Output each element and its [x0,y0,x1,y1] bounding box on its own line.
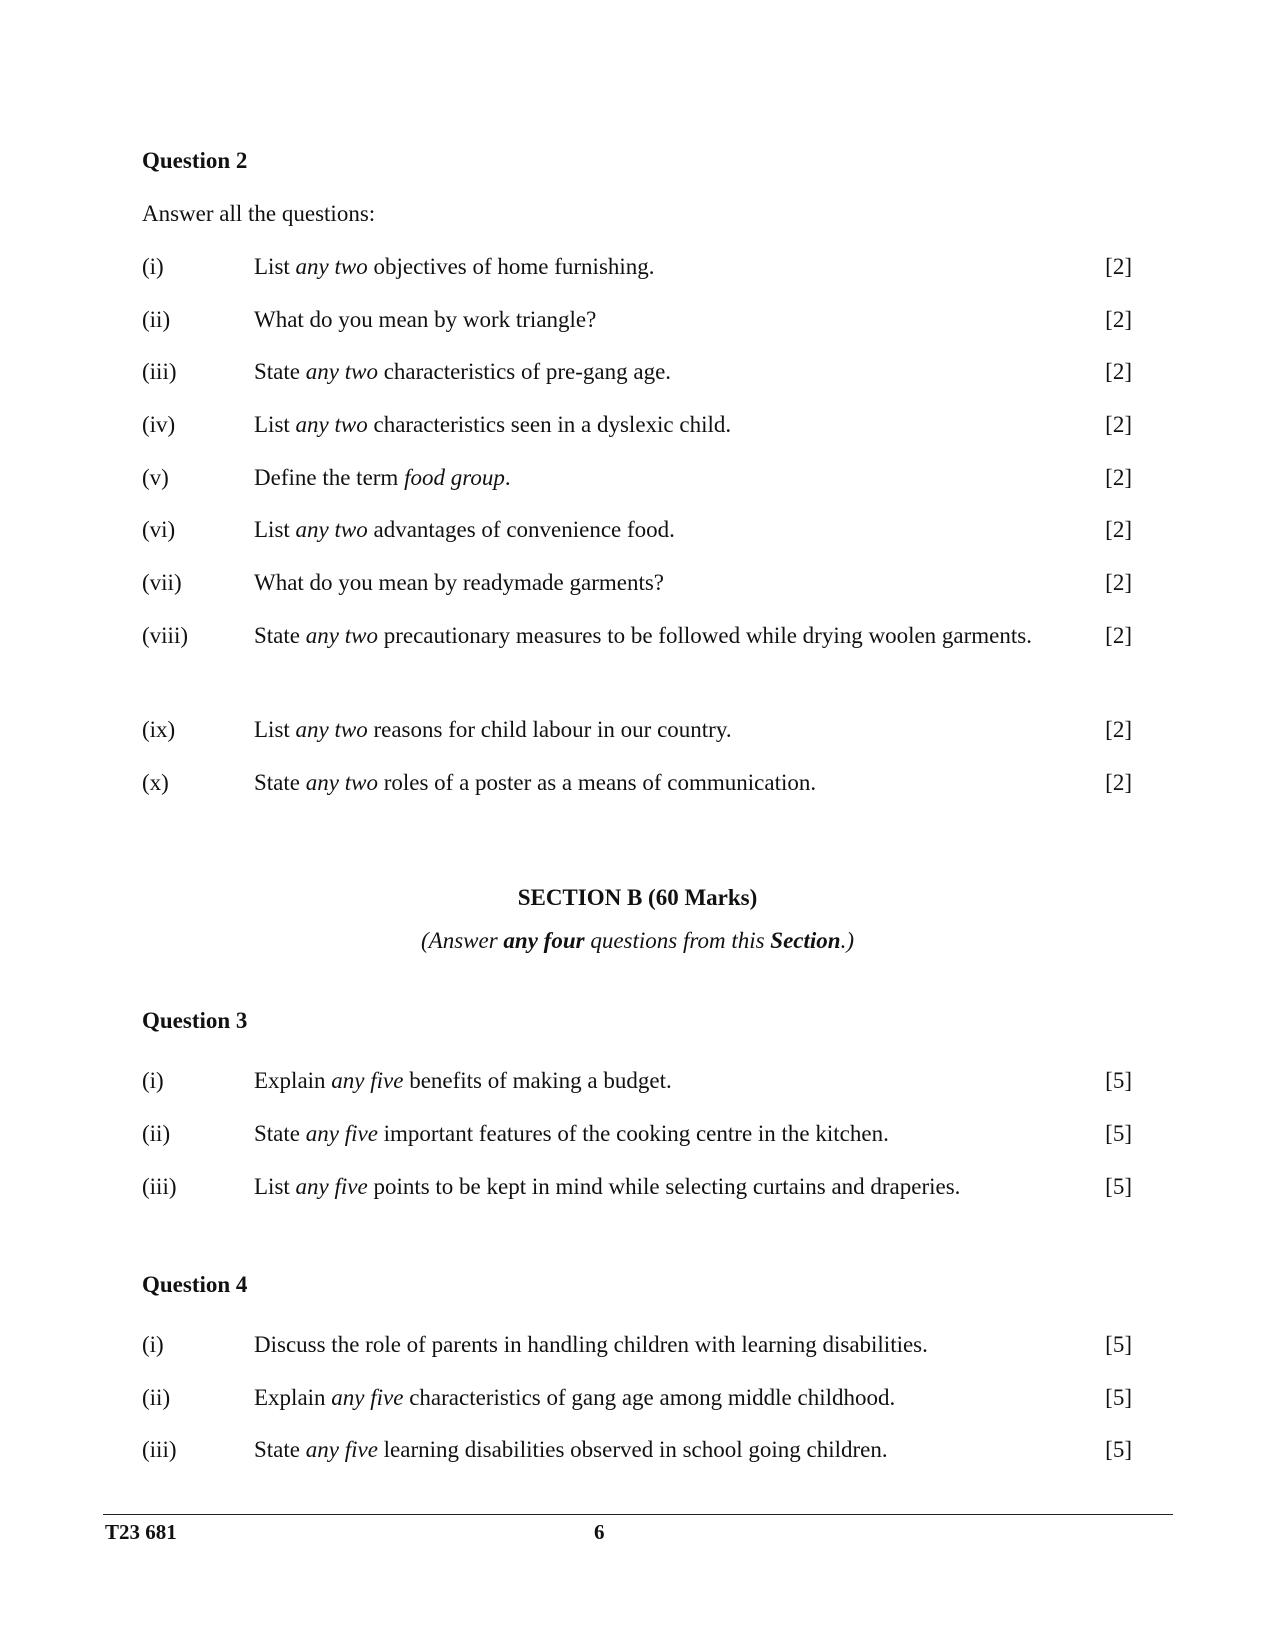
item-number: (i) [142,254,164,279]
item-number: (ix) [142,717,176,742]
item-text: List any two advantages of convenience food. [254,517,675,542]
item-marks: [2] [1105,570,1132,595]
item-text: List any five points to be kept in mind while selecting curtains and draperies. [254,1174,961,1199]
item-marks: [2] [1105,465,1132,490]
item-number: (iii) [142,1437,177,1462]
item-marks: [2] [1105,307,1132,332]
item-number: (viii) [142,623,188,648]
item-marks: [2] [1105,359,1132,384]
item-number: (ii) [142,307,171,332]
item-text: State any two characteristics of pre-gang age. [254,359,672,384]
item-text: What do you mean by work triangle? [254,307,597,332]
question-3-heading: Question 3 [142,1008,248,1033]
item-marks: [5] [1105,1437,1132,1462]
footer-divider [103,1514,1173,1515]
item-marks: [2] [1105,717,1132,742]
item-marks: [2] [1105,770,1132,795]
item-marks: [2] [1105,517,1132,542]
item-number: (i) [142,1332,164,1357]
item-number: (i) [142,1068,164,1093]
item-marks: [5] [1105,1385,1132,1410]
item-marks: [2] [1105,412,1132,437]
item-text: Explain any five benefits of making a budget. [254,1068,672,1093]
item-text: List any two objectives of home furnishing. [254,254,655,279]
item-text: List any two reasons for child labour in our country. [254,717,732,742]
item-text: List any two characteristics seen in a dyslexic child. [254,412,732,437]
section-b-instruction: (Answer any four questions from this Section.) [421,928,854,953]
item-number: (vii) [142,570,182,595]
item-text: What do you mean by readymade garments? [254,570,665,595]
item-text: State any two precautionary measures to be followed while drying woolen garments. [254,623,1032,648]
item-marks: [5] [1105,1174,1132,1199]
item-text: Explain any five characteristics of gang age among middle childhood. [254,1385,896,1410]
item-text: Discuss the role of parents in handling children with learning disabilities. [254,1332,928,1357]
question-4-heading: Question 4 [142,1272,248,1297]
item-number: (ii) [142,1121,171,1146]
question-2-heading: Question 2 [142,148,248,173]
item-text: Define the term food group. [254,465,511,490]
item-marks: [5] [1105,1332,1132,1357]
item-number: (v) [142,465,169,490]
item-text: State any two roles of a poster as a means of communication. [254,770,817,795]
item-number: (vi) [142,517,176,542]
item-marks: [2] [1105,254,1132,279]
section-b-title: SECTION B (60 Marks) [517,885,758,910]
item-text: State any five important features of the cooking centre in the kitchen. [254,1121,889,1146]
item-marks: [2] [1105,623,1132,648]
question-2-instruction: Answer all the questions: [142,201,376,226]
item-text: State any five learning disabilities observed in school going children. [254,1437,888,1462]
item-marks: [5] [1105,1068,1132,1093]
item-number: (ii) [142,1385,171,1410]
item-number: (iii) [142,359,177,384]
item-number: (iv) [142,412,176,437]
paper-code: T23 681 [105,1520,177,1544]
item-number: (iii) [142,1174,177,1199]
page-number: 6 [594,1520,605,1544]
item-number: (x) [142,770,169,795]
item-marks: [5] [1105,1121,1132,1146]
